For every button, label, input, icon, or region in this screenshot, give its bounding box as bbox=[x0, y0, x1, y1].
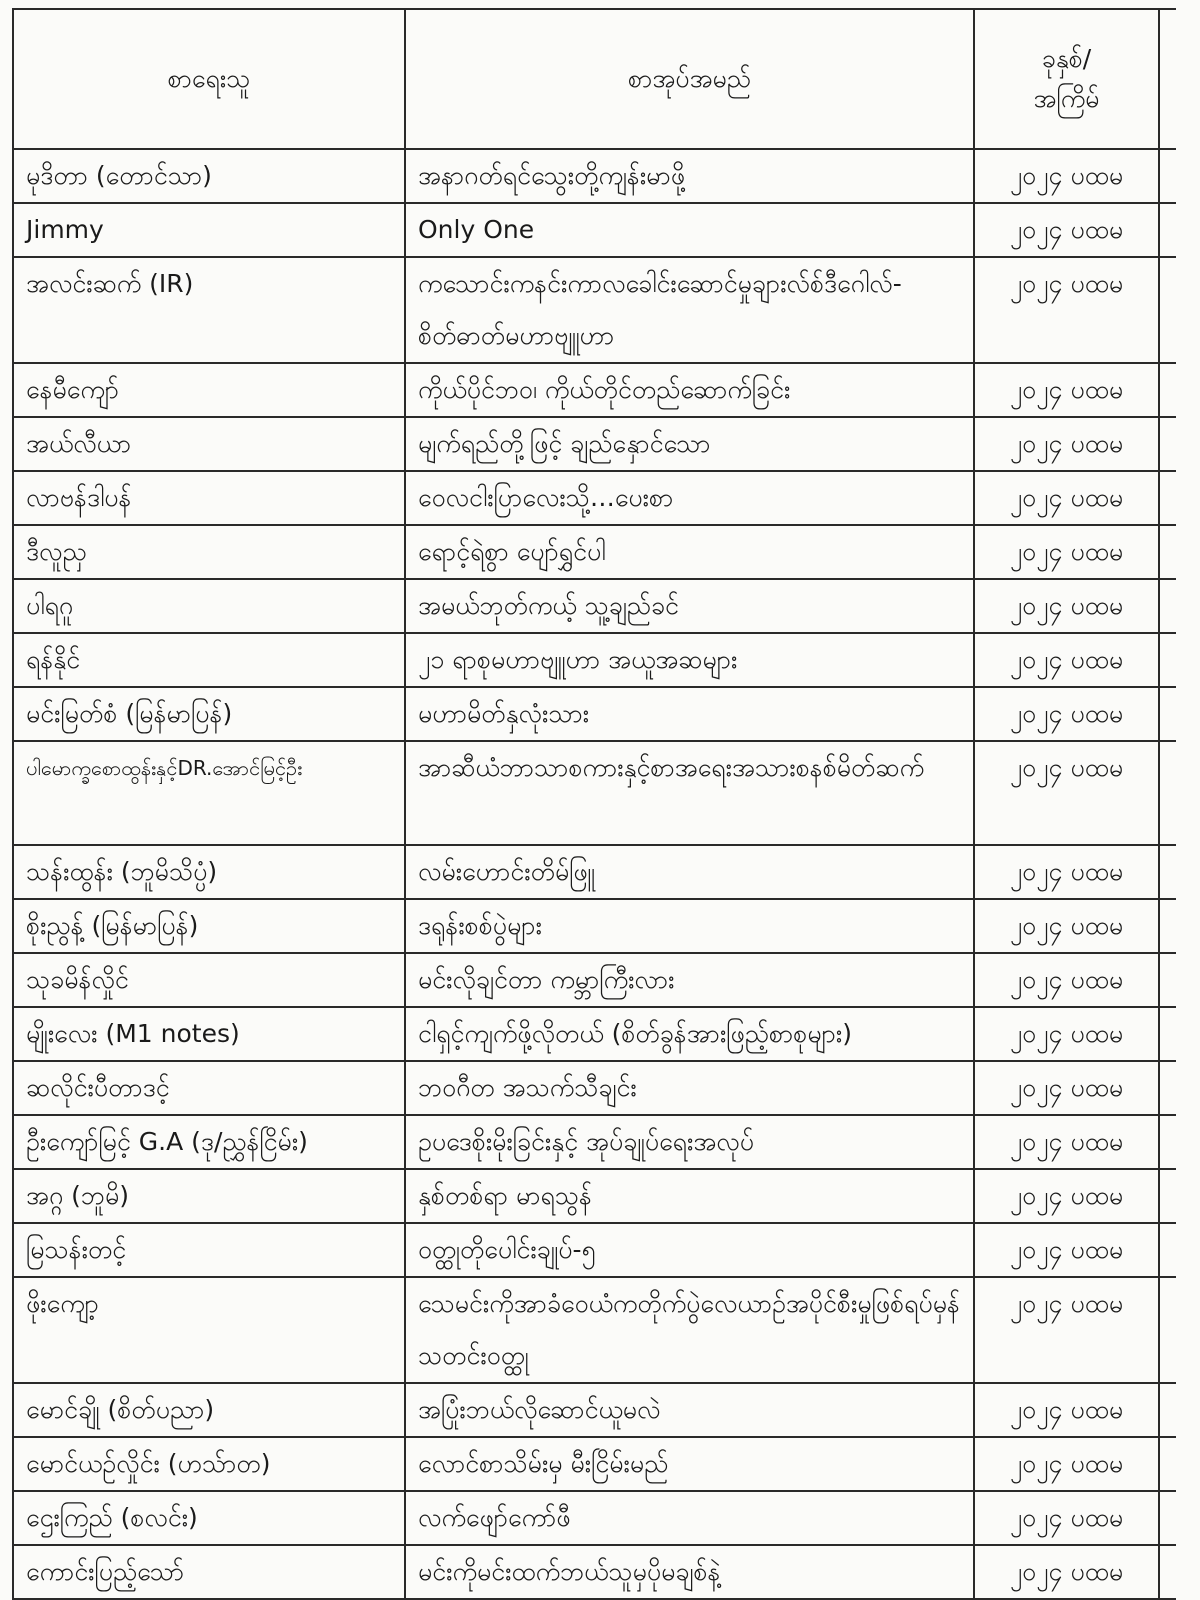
title-cell: ငါရှင့်ကျက်ဖို့လိုတယ် (စိတ်ခွန်အားဖြည့်စာစုများ) bbox=[405, 1007, 974, 1061]
table-row bbox=[13, 1115, 1176, 1169]
edge-cell bbox=[1159, 417, 1176, 471]
author-cell: မုဒိတာ (တောင်သာ) bbox=[13, 149, 405, 203]
edge-cell bbox=[1159, 1061, 1176, 1115]
edition-cell: ၂၀၂၄ ပထမ bbox=[974, 579, 1159, 633]
author-cell: ဌေးကြည် (စလင်း) bbox=[13, 1491, 405, 1545]
title-cell: အပြုံးဘယ်လိုဆောင်ယူမလဲ bbox=[405, 1383, 974, 1437]
table-row bbox=[13, 417, 1176, 471]
title-cell: ဥပဒေစိုးမိုးခြင်းနှင့် အုပ်ချုပ်ရေးအလုပ် bbox=[405, 1115, 974, 1169]
edge-cell bbox=[1159, 1115, 1176, 1169]
edition-cell: ၂၀၂၄ ပထမ bbox=[974, 149, 1159, 203]
table-row bbox=[13, 1169, 1176, 1223]
edge-cell bbox=[1159, 899, 1176, 953]
edition-cell: ၂၀၂၄ ပထမ bbox=[974, 1491, 1159, 1545]
edition-cell: ၂၀၂၄ ပထမ bbox=[974, 1277, 1159, 1383]
title-cell: အနာဂတ်ရင်သွေးတို့ကျန်းမာဖို့ bbox=[405, 149, 974, 203]
author-cell: ကောင်းပြည့်သော် bbox=[13, 1545, 405, 1599]
title-cell: နှစ်တစ်ရာ မာရသွန် bbox=[405, 1169, 974, 1223]
table-row bbox=[13, 1061, 1176, 1115]
edge-cell bbox=[1159, 953, 1176, 1007]
author-cell: မျိုးလေး (M1 notes) bbox=[13, 1007, 405, 1061]
table-row bbox=[13, 687, 1176, 741]
edge-cell bbox=[1159, 687, 1176, 741]
edge-cell bbox=[1159, 1169, 1176, 1223]
title-cell: အာဆီယံဘာသာစကားနှင့်စာအရေးအသားစနစ်မိတ်ဆက် bbox=[405, 741, 974, 845]
title-column-header: စာအုပ်အမည် bbox=[405, 9, 974, 149]
edition-header-line1: ခုနှစ်/ bbox=[1041, 44, 1092, 73]
title-cell: မျက်ရည်တို့ဖြင့် ချည်နှောင်သော bbox=[405, 417, 974, 471]
title-cell: မင်းကိုမင်းထက်ဘယ်သူမှပိုမချစ်နဲ့ bbox=[405, 1545, 974, 1599]
title-cell: လက်ဖျော်ကော်ဖီ bbox=[405, 1491, 974, 1545]
table-row bbox=[13, 1491, 1176, 1545]
edition-cell: ၂၀၂၄ ပထမ bbox=[974, 633, 1159, 687]
author-cell: ဖိုးကျော့ bbox=[13, 1277, 405, 1383]
edge-cell bbox=[1159, 1277, 1176, 1383]
book-list-sheet bbox=[12, 8, 1176, 1600]
edition-cell: ၂၀၂၄ ပထမ bbox=[974, 257, 1159, 363]
title-cell: လောင်စာသိမ်းမှ မီးငြိမ်းမည် bbox=[405, 1437, 974, 1491]
title-cell: ဒရုန်းစစ်ပွဲများ bbox=[405, 899, 974, 953]
edition-cell: ၂၀၂၄ ပထမ bbox=[974, 1437, 1159, 1491]
table-row bbox=[13, 1007, 1176, 1061]
table-row bbox=[13, 1545, 1176, 1599]
title-cell: ကိုယ်ပိုင်ဘ၀၊ ကိုယ်တိုင်တည်ဆောက်ခြင်း bbox=[405, 363, 974, 417]
author-cell: ပါရဂူ bbox=[13, 579, 405, 633]
edge-cell bbox=[1159, 1491, 1176, 1545]
table-row bbox=[13, 953, 1176, 1007]
edition-cell: ၂၀၂၄ ပထမ bbox=[974, 525, 1159, 579]
author-cell: အလင်းဆက် (IR) bbox=[13, 257, 405, 363]
table-row bbox=[13, 633, 1176, 687]
author-cell: မင်းမြတ်စံ (မြန်မာပြန်) bbox=[13, 687, 405, 741]
edge-cell bbox=[1159, 1545, 1176, 1599]
edge-cell bbox=[1159, 149, 1176, 203]
title-cell: Only One bbox=[405, 203, 974, 257]
title-cell: ဝတ္ထုတိုပေါင်းချုပ်-၅ bbox=[405, 1223, 974, 1277]
author-cell: အဂ္ဂ (ဘူမိ) bbox=[13, 1169, 405, 1223]
edition-header-line2: အကြိမ် bbox=[1033, 84, 1100, 113]
table-row bbox=[13, 149, 1176, 203]
edge-cell bbox=[1159, 633, 1176, 687]
author-cell: ဆလိုင်းပီတာဒင့် bbox=[13, 1061, 405, 1115]
edition-column-header bbox=[974, 9, 1159, 149]
edition-cell: ၂၀၂၄ ပထမ bbox=[974, 741, 1159, 845]
edition-cell: ၂၀၂၄ ပထမ bbox=[974, 417, 1159, 471]
edition-cell: ၂၀၂၄ ပထမ bbox=[974, 1223, 1159, 1277]
table-row bbox=[13, 203, 1176, 257]
edition-cell: ၂၀၂၄ ပထမ bbox=[974, 1169, 1159, 1223]
table-row bbox=[13, 1277, 1176, 1383]
author-cell: မြသန်းတင့် bbox=[13, 1223, 405, 1277]
edition-cell: ၂၀၂၄ ပထမ bbox=[974, 1545, 1159, 1599]
edge-cell bbox=[1159, 525, 1176, 579]
author-cell: ရန်နိုင် bbox=[13, 633, 405, 687]
table-row bbox=[13, 579, 1176, 633]
edge-cell bbox=[1159, 203, 1176, 257]
title-cell: လမ်းဟောင်းတိမ်ဖြူ bbox=[405, 845, 974, 899]
title-cell: ၂၁ ရာစုမဟာဗျူဟာ အယူအဆများ bbox=[405, 633, 974, 687]
edition-cell: ၂၀၂၄ ပထမ bbox=[974, 845, 1159, 899]
edge-cell bbox=[1159, 741, 1176, 845]
table-row bbox=[13, 525, 1176, 579]
table-row bbox=[13, 741, 1176, 845]
author-cell: ဒီလူညှ bbox=[13, 525, 405, 579]
author-column-header: စာရေးသူ bbox=[13, 9, 405, 149]
edition-cell: ၂၀၂၄ ပထမ bbox=[974, 953, 1159, 1007]
table-row bbox=[13, 899, 1176, 953]
edition-cell: ၂၀၂၄ ပထမ bbox=[974, 899, 1159, 953]
table-row bbox=[13, 845, 1176, 899]
title-cell: အမယ်ဘုတ်ကယ့် သူ့ချည်ခင် bbox=[405, 579, 974, 633]
edition-cell: ၂၀၂၄ ပထမ bbox=[974, 687, 1159, 741]
author-cell: ဦးကျော်မြင့် G.A (ဒု/ညွှန်ငြိမ်း) bbox=[13, 1115, 405, 1169]
author-cell: စိုးညွန့် (မြန်မာပြန်) bbox=[13, 899, 405, 953]
edge-column bbox=[1159, 9, 1176, 149]
table-row bbox=[13, 471, 1176, 525]
edge-cell bbox=[1159, 363, 1176, 417]
edition-cell: ၂၀၂၄ ပထမ bbox=[974, 203, 1159, 257]
edge-cell bbox=[1159, 471, 1176, 525]
author-cell: ပါမောက္ခစောထွန်းနှင့်DR.အောင်မြင့်ဦး bbox=[13, 741, 405, 845]
edition-cell: ၂၀၂၄ ပထမ bbox=[974, 471, 1159, 525]
title-cell: ဝေလငါးပြာလေးသို့…ပေးစာ bbox=[405, 471, 974, 525]
author-cell: မောင်ချို (စိတ်ပညာ) bbox=[13, 1383, 405, 1437]
edge-cell bbox=[1159, 257, 1176, 363]
table-row bbox=[13, 1223, 1176, 1277]
table-row bbox=[13, 1437, 1176, 1491]
edge-cell bbox=[1159, 1383, 1176, 1437]
table-row bbox=[13, 257, 1176, 363]
title-cell: မင်းလိုချင်တာ ကမ္ဘာကြီးလား bbox=[405, 953, 974, 1007]
title-cell: ကသောင်းကနင်းကာလခေါင်းဆောင်မှုချားလ်စ်ဒီဂေါလ်-စိတ်ဓာတ်မဟာဗျူဟာ bbox=[405, 257, 974, 363]
header-row bbox=[13, 9, 1176, 149]
author-cell: အယ်လီယာ bbox=[13, 417, 405, 471]
edition-cell: ၂၀၂၄ ပထမ bbox=[974, 1007, 1159, 1061]
title-cell: မဟာမိတ်နှလုံးသား bbox=[405, 687, 974, 741]
edge-cell bbox=[1159, 579, 1176, 633]
author-cell: လာဗန်ဒါပန် bbox=[13, 471, 405, 525]
author-cell: Jimmy bbox=[13, 203, 405, 257]
edge-cell bbox=[1159, 1437, 1176, 1491]
book-table bbox=[12, 8, 1176, 1600]
author-cell: သုခမိန်လှိုင် bbox=[13, 953, 405, 1007]
table-row bbox=[13, 363, 1176, 417]
edition-cell: ၂၀၂၄ ပထမ bbox=[974, 1061, 1159, 1115]
edge-cell bbox=[1159, 1007, 1176, 1061]
author-cell: နေမီကျော် bbox=[13, 363, 405, 417]
title-cell: ရောင့်ရဲစွာ ပျော်ရွှင်ပါ bbox=[405, 525, 974, 579]
author-cell: မောင်ယဉ်လှိုင်း (ဟသ်ာတ) bbox=[13, 1437, 405, 1491]
edge-cell bbox=[1159, 1223, 1176, 1277]
title-cell: သေမင်းကိုအာခံဝေယံကတိုက်ပွဲလေယာဉ်အပိုင်စီးမှုဖြစ်ရပ်မှန်သတင်းဝတ္ထု bbox=[405, 1277, 974, 1383]
edition-cell: ၂၀၂၄ ပထမ bbox=[974, 1115, 1159, 1169]
edge-cell bbox=[1159, 845, 1176, 899]
table-row bbox=[13, 1383, 1176, 1437]
edition-cell: ၂၀၂၄ ပထမ bbox=[974, 363, 1159, 417]
author-cell: သန်းထွန်း (ဘူမိသိပ္ပံ) bbox=[13, 845, 405, 899]
title-cell: ဘဝဂီတ အသက်သီချင်း bbox=[405, 1061, 974, 1115]
edition-cell: ၂၀၂၄ ပထမ bbox=[974, 1383, 1159, 1437]
